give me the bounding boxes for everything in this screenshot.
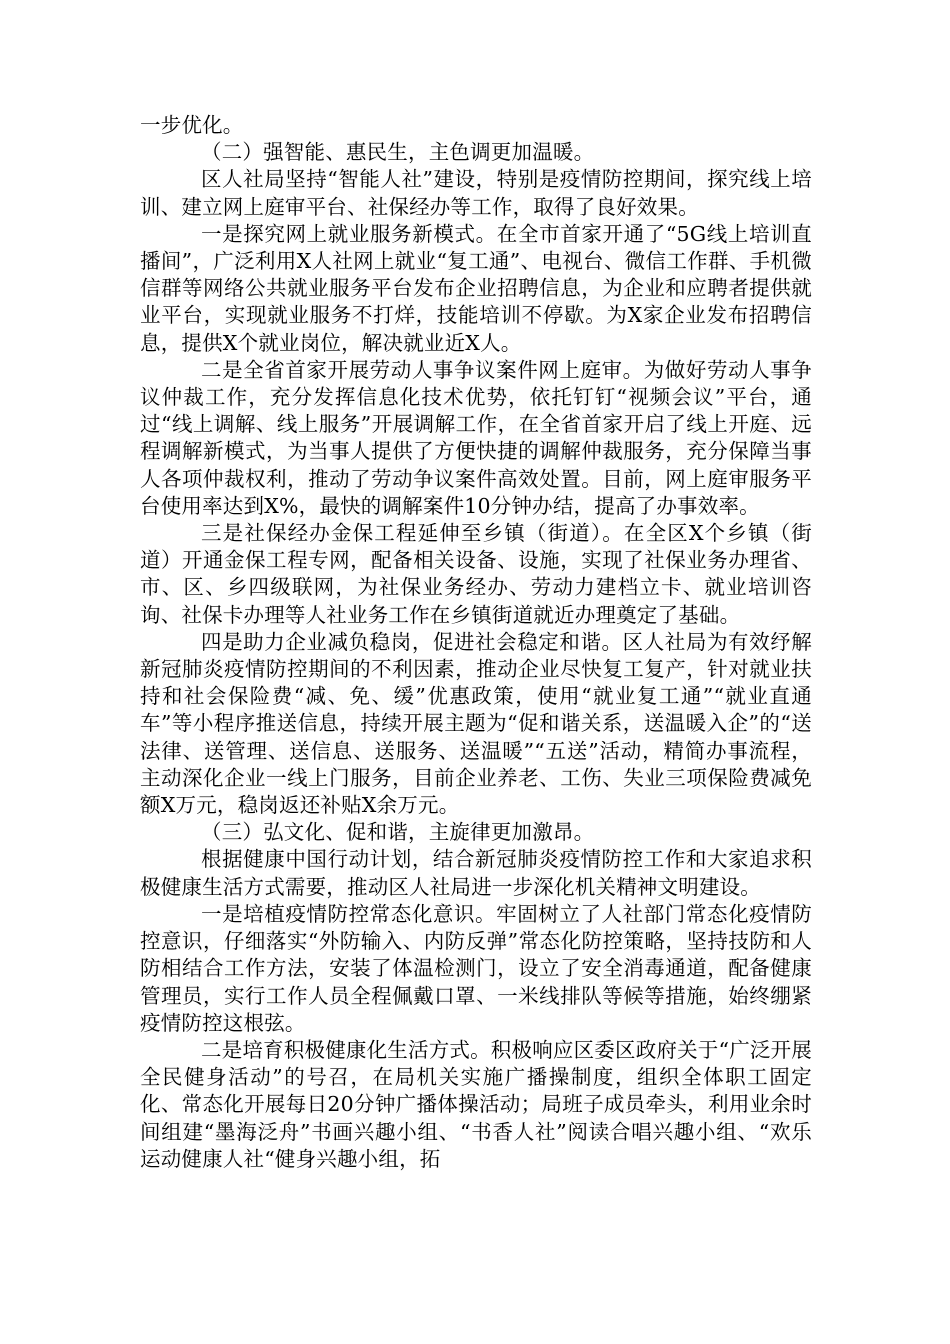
- paragraph-online-trial: 二是全省首家开展劳动人事争议案件网上庭审。为做好劳动人事争议仲裁工作，充分发挥信息化技术优势，依托钉钉“视频会议”平台，通过“线上调解、线上服务”开展调解工作，在全省首家开启了线上开庭、远程调解新模式，为当事人提供了方便快捷的调解仲裁服务，充分保障当事人各项仲裁权利，推动了劳动争议案件高效处置。目前，网上庭审服务平台使用率达到X%，最快的调解案件10分钟办结，提高了办事效率。: [140, 357, 812, 518]
- paragraph-continuation: 一步优化。: [140, 113, 244, 137]
- paragraph-online-employment: 一是探究网上就业服务新模式。在全市首家开通了“5G线上培训直播间”，广泛利用X人社网上就业“复工通”、电视台、微信工作群、手机微信群等网络公共就业服务平台发布企业招聘信息，为企业和应聘者提供就业平台，实现就业服务不打烊，技能培训不停歇。为X家企业发布招聘信息，提供X个就业岗位，解决就业近X人。: [140, 221, 812, 355]
- paragraph-social-security: 三是社保经办金保工程延伸至乡镇（街道）。在全区X个乡镇（街道）开通金保工程专网，配备相关设备、设施，实现了社保业务办理省、市、区、乡四级联网，为社保业务经办、劳动力建档立卡、就业培训咨询、社保卡办理等人社业务工作在乡镇街道就近办理奠定了基础。: [140, 521, 812, 627]
- section-heading-2: （二）强智能、惠民生，主色调更加温暖。: [201, 140, 595, 165]
- paragraph-enterprise-support: 四是助力企业减负稳岗，促进社会稳定和谐。区人社局为有效纾解新冠肺炎疫情防控期间的不利因素，推动企业尽快复工复产，针对就业扶持和社会保险费“减、免、缓”优惠政策，使用“就业复工通”“就业直通车”等小程序推送信息，持续开展主题为“促和谐关系，送温暖入企”的“送法律、送管理、送信息、送服务、送温暖”“五送”活动，精简办事流程，主动深化企业一线上门服务，目前企业养老、工伤、失业三项保险费减免额X万元，稳岗返还补贴X余万元。: [140, 629, 812, 818]
- paragraph-healthy-lifestyle: 二是培育积极健康化生活方式。积极响应区委区政府关于“广泛开展全民健身活动”的号召，在局机关实施广播操制度，组织全体职工固定化、常态化开展每日20分钟广播体操活动；局班子成员牵头，利用业余时间组建“墨海泛舟”书画兴趣小组、“书香人社”阅读合唱兴趣小组、“欢乐运动健康人社“健身兴趣小组，拓: [140, 1037, 812, 1171]
- paragraph-intro-smart: 区人社局坚持“智能人社”建设，特别是疫情防控期间，探究线上培训、建立网上庭审平台、社保经办等工作，取得了良好效果。: [140, 167, 812, 219]
- paragraph-intro-culture: 根据健康中国行动计划，结合新冠肺炎疫情防控工作和大家追求积极健康生活方式需要，推动区人社局进一步深化机关精神文明建设。: [140, 847, 812, 899]
- paragraph-epidemic-awareness: 一是培植疫情防控常态化意识。牢固树立了人社部门常态化疫情防控意识，仔细落实“外防输入、内防反弹”常态化防控策略，坚持技防和人防相结合工作方法，安装了体温检测门，设立了安全消毒通道，配备健康管理员，实行工作人员全程佩戴口罩、一米线排队等候等措施，始终绷紧疫情防控这根弦。: [140, 901, 812, 1035]
- section-heading-3: （三）弘文化、促和谐，主旋律更加激昂。: [201, 820, 595, 845]
- document-page: [140, 112, 812, 1173]
